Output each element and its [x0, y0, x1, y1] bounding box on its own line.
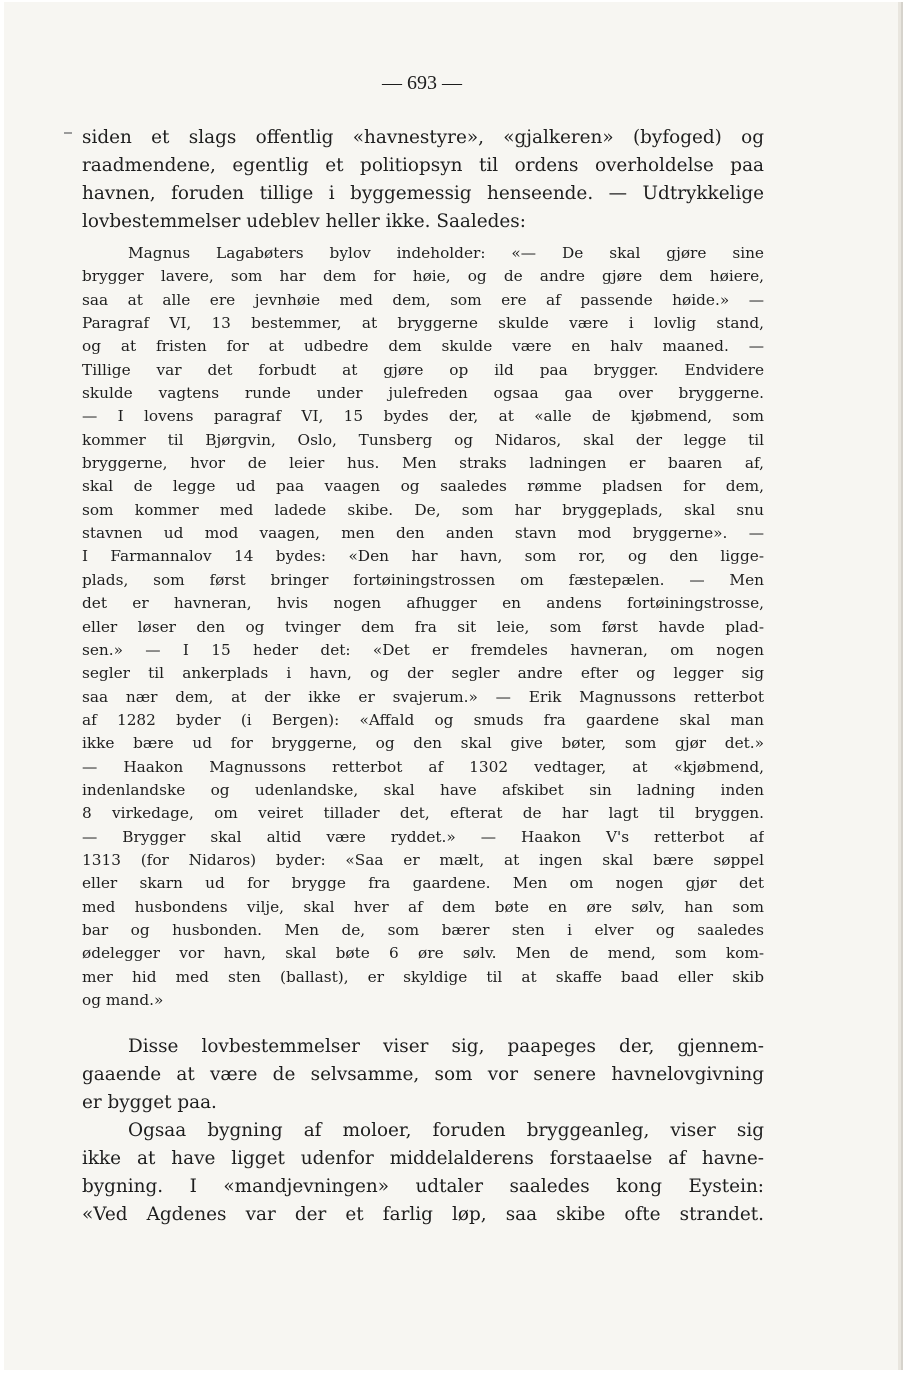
text-line: ødelegger vor havn, skal bøte 6 øre sølv. Men de mend, som kom-: [82, 944, 764, 963]
text-line: havnen, foruden tillige i byggemessig henseende. — Udtrykkelige: [82, 183, 764, 204]
text-line: brygger lavere, som har dem for høie, og de andre gjøre dem høiere,: [82, 267, 764, 286]
text-line: sen.» — I 15 heder det: «Det er fremdeles havneran, om nogen: [82, 640, 764, 659]
text-line: eller løser den og tvinger dem fra sit leie, som først havde plad-: [82, 617, 764, 636]
text-line: skal de legge ud paa vaagen og saaledes rømme pladsen for dem,: [82, 477, 764, 496]
text-line: eller skarn ud for brygge fra gaardene. Men om nogen gjør det: [82, 874, 764, 893]
text-line: Tillige var det forbudt at gjøre op ild paa brygger. Endvidere: [82, 360, 764, 379]
text-line: det er havneran, hvis nogen afhugger en andens fortøiningstrosse,: [82, 594, 764, 613]
text-line: bryggerne, hvor de leier hus. Men straks ladningen er baaren af,: [82, 454, 764, 473]
text-line: ikke bære ud for bryggerne, og den skal give bøter, som gjør det.»: [82, 734, 764, 753]
text-line: bar og husbonden. Men de, som bærer sten i elver og saaledes: [82, 920, 764, 939]
text-line: Magnus Lagabøters bylov indeholder: «— De skal gjøre sine: [128, 244, 764, 262]
text-line: indenlandske og udenlandske, skal have afskibet sin ladning inden: [82, 780, 764, 799]
text-line: er bygget paa.: [82, 1092, 217, 1113]
margin-mark: [64, 132, 72, 134]
text-line: skulde vagtens runde under julefreden ogsaa gaa over bryggerne.: [82, 384, 764, 403]
text-line: af 1282 byder (i Bergen): «Affald og smuds fra gaardene skal man: [82, 710, 764, 729]
text-line: kommer til Bjørgvin, Oslo, Tunsberg og Nidaros, skal der legge til: [82, 430, 764, 449]
text-line: med husbondens vilje, skal hver af dem bøte en øre sølv, han som: [82, 897, 764, 916]
text-line: stavnen ud mod vaagen, men den anden stavn mod bryggerne». —: [82, 524, 764, 543]
text-line: segler til ankerplads i havn, og der segler andre efter og legger sig: [82, 664, 764, 683]
text-line: og at fristen for at udbedre dem skulde være en halv maaned. —: [82, 337, 764, 356]
text-line: ikke at have ligget udenfor middelalderens forstaaelse af havne-: [82, 1148, 764, 1169]
page-number: — 693 —: [382, 72, 462, 94]
text-line: — I lovens paragraf VI, 15 bydes der, at «alle de kjøbmend, som: [82, 407, 764, 426]
text-line: — Haakon Magnussons retterbot af 1302 vedtager, at «kjøbmend,: [82, 757, 764, 776]
text-line: I Farmannalov 14 bydes: «Den har havn, som ror, og den ligge-: [82, 547, 764, 566]
text-line: Paragraf VI, 13 bestemmer, at bryggerne skulde være i lovlig stand,: [82, 314, 764, 333]
text-line: Ogsaa bygning af moloer, foruden bryggeanleg, viser sig: [128, 1120, 764, 1141]
text-line: gaaende at være de selvsamme, som vor senere havnelovgivning: [82, 1064, 764, 1085]
text-line: plads, som først bringer fortøiningstrossen om fæstepælen. — Men: [82, 570, 764, 589]
text-line: lovbestemmelser udeblev heller ikke. Saaledes:: [82, 211, 526, 232]
text-line: saa at alle ere jevnhøie med dem, som ere af passende høide.» —: [82, 290, 764, 309]
text-line: — Brygger skal altid være ryddet.» — Haakon V's retterbot af: [82, 827, 764, 846]
intro-paragraph: [82, 124, 764, 236]
text-line: Disse lovbestemmelser viser sig, paapeges der, gjennem-: [128, 1036, 764, 1057]
conclusion-paragraphs: [82, 1033, 764, 1229]
text-line: 8 virkedage, om veiret tillader det, efterat de har lagt til bryggen.: [82, 804, 764, 823]
law-quotation-block: [82, 242, 764, 1012]
text-line: 1313 (for Nidaros) byder: «Saa er mælt, at ingen skal bære søppel: [82, 850, 764, 869]
text-line: som kommer med ladede skibe. De, som har bryggeplads, skal snu: [82, 500, 764, 519]
text-line: raadmendene, egentlig et politiopsyn til ordens overholdelse paa: [82, 155, 764, 176]
text-line: «Ved Agdenes var der et farlig løp, saa skibe ofte strandet.: [82, 1204, 764, 1225]
text-line: saa nær dem, at der ikke er svajerum.» — Erik Magnussons retterbot: [82, 687, 764, 706]
text-line: mer hid med sten (ballast), er skyldige til at skaffe baad eller skib: [82, 967, 764, 986]
text-line: siden et slags offentlig «havnestyre», «gjalkeren» (byfoged) og: [82, 127, 764, 148]
text-line: bygning. I «mandjevningen» udtaler saaledes kong Eystein:: [82, 1176, 764, 1197]
text-line: og mand.»: [82, 991, 164, 1009]
